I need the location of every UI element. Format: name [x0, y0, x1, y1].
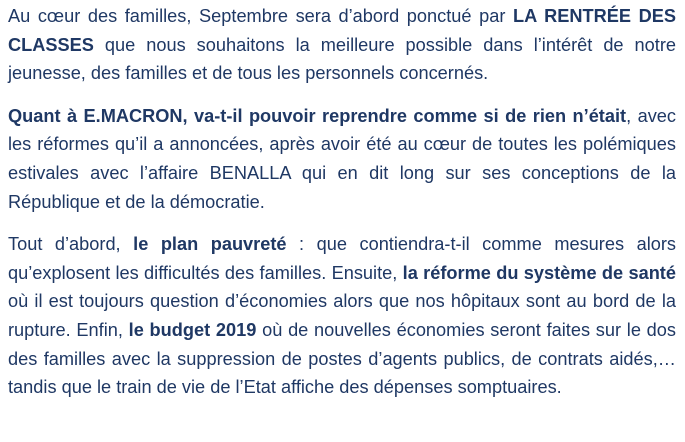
- bold-segment: la réforme du système de santé: [402, 262, 676, 283]
- document-body: [8, 2, 676, 402]
- text-segment: Au cœur des familles, Septembre sera d’abord ponctué par: [8, 6, 513, 26]
- text-segment: où de nouvelles économies seront faites sur le dos des familles avec la suppression de postes d’agents publics, de contrats aidés,… tandis que le train de vie de l’Etat affiche des dépenses somptuaires.: [8, 319, 676, 398]
- bold-segment: le plan pauvreté: [133, 234, 287, 255]
- text-segment: : que contiendra-t-il comme mesures alors qu’explosent les difficultés des familles. Ensuite,: [8, 234, 676, 283]
- text-segment: où il est toujours question d’économies alors que nos hôpitaux sont au bord de la rupture. Enfin,: [8, 291, 676, 340]
- text-segment: que nous souhaitons la meilleure possible dans l’intérêt de notre jeunesse, des familles et de tous les personnels concernés.: [8, 34, 676, 84]
- paragraph-macron: [8, 102, 676, 216]
- text-segment: , avec les réformes qu’il a annoncées, après avoir été au cœur de toutes les polémiques estivales avec l’affaire BENALLA qui en dit long sur ses conceptions de la République et de la démocratie.: [8, 105, 676, 212]
- text-segment: Tout d’abord,: [8, 234, 134, 255]
- bold-segment: Quant à E.MACRON, va-t-il pouvoir reprendre comme si de rien n’était: [8, 105, 627, 126]
- paragraph-rentree: [8, 2, 676, 88]
- bold-segment: le budget 2019: [128, 319, 257, 340]
- bold-segment: LA RENTRÉE DES CLASSES: [8, 6, 676, 55]
- paragraph-mesures: [8, 230, 676, 402]
